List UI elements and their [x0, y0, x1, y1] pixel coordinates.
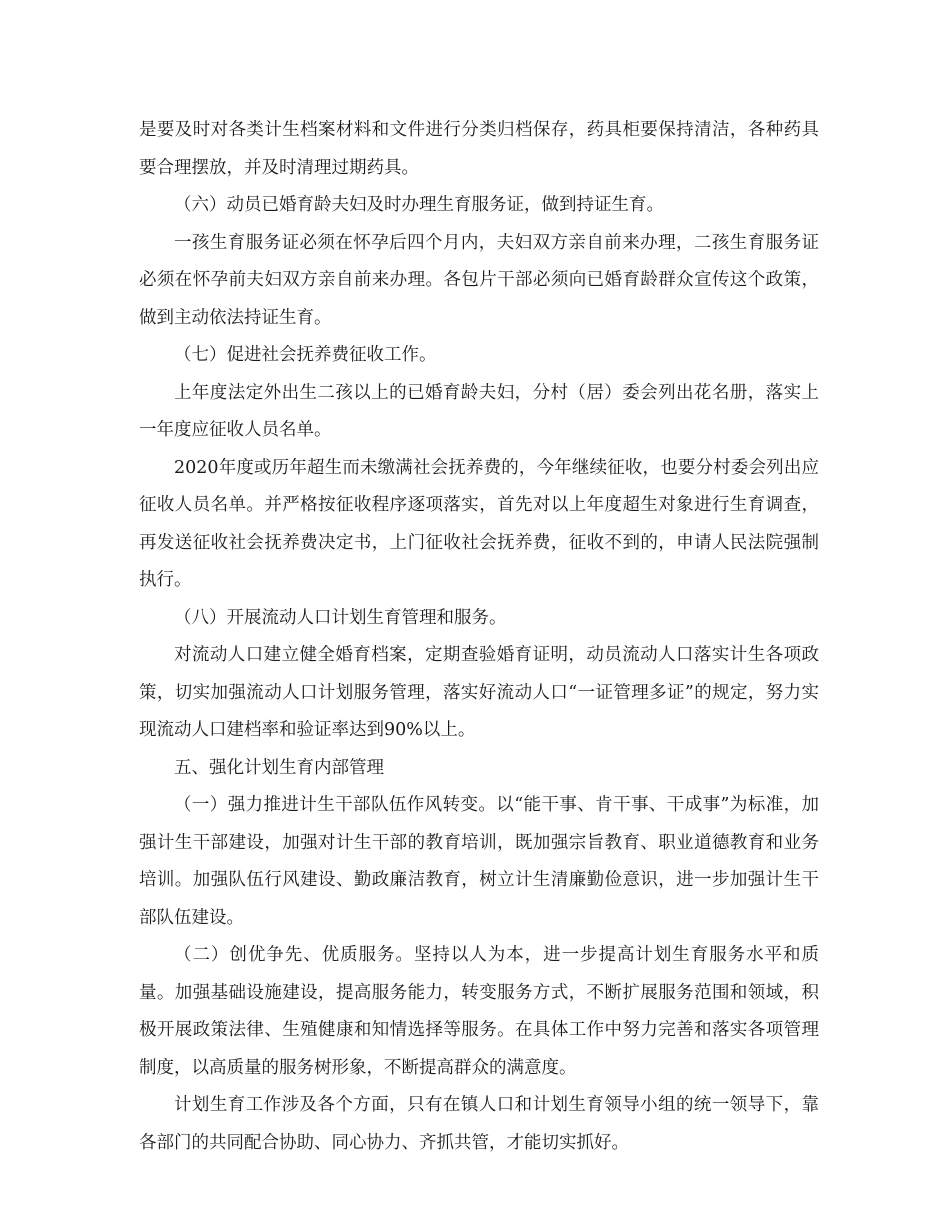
paragraph: 2020年度或历年超生而未缴满社会抚养费的，今年继续征收，也要分村委会列出应征收人员名单。并严格按征收程序逐项落实，首先对以上年度超生对象进行生育调查，再发送征收社会抚养费决定书，上门征收社会抚养费，征收不到的，申请人民法院强制执行。 — [139, 457, 819, 590]
document-body — [139, 112, 819, 1162]
paragraph: 一孩生育服务证必须在怀孕后四个月内，夫妇双方亲自前来办理，二孩生育服务证必须在怀孕前夫妇双方亲自前来办理。各包片干部必须向已婚育龄群众宣传这个政策，做到主动依法持证生育。 — [139, 232, 819, 328]
paragraph: 是要及时对各类计生档案材料和文件进行分类归档保存，药具柜要保持清洁，各种药具要合理摆放，并及时清理过期药具。 — [139, 120, 819, 178]
paragraph: 计划生育工作涉及各个方面，只有在镇人口和计划生育领导小组的统一领导下，靠各部门的共同配合协助、同心协力、齐抓共管，才能切实抓好。 — [139, 1095, 819, 1153]
paragraph: 上年度法定外出生二孩以上的已婚育龄夫妇，分村（居）委会列出花名册，落实上一年度应征收人员名单。 — [139, 382, 819, 440]
paragraph: （八）开展流动人口计划生育管理和服务。 — [174, 607, 507, 628]
paragraph: （六）动员已婚育龄夫妇及时办理生育服务证，做到持证生育。 — [174, 195, 664, 215]
section-heading: 五、强化计划生育内部管理 — [174, 757, 384, 778]
paragraph: （一）强力推进计生干部队伍作风转变。以“能干事、肯干事、干成事”为标准，加强计生干部建设，加强对计生干部的教育培训，既加强宗旨教育、职业道德教育和业务培训。加强队伍行风建设、勤政廉洁教育，树立计生清廉勤俭意识，进一步加强计生干部队伍建设。 — [139, 795, 819, 928]
paragraph: （七）促进社会抚养费征收工作。 — [174, 345, 437, 365]
paragraph: 对流动人口建立健全婚育档案，定期查验婚育证明，动员流动人口落实计生各项政策，切实加强流动人口计划服务管理，落实好流动人口“一证管理多证”的规定，努力实现流动人口建档率和验证率达到90%以上。 — [139, 645, 819, 740]
paragraph: （二）创优争先、优质服务。坚持以人为本，进一步提高计划生育服务水平和质量。加强基础设施建设，提高服务能力，转变服务方式，不断扩展服务范围和领域，积极开展政策法律、生殖健康和知情选择等服务。在具体工作中努力完善和落实各项管理制度，以高质量的服务树形象，不断提高群众的满意度。 — [139, 945, 819, 1078]
